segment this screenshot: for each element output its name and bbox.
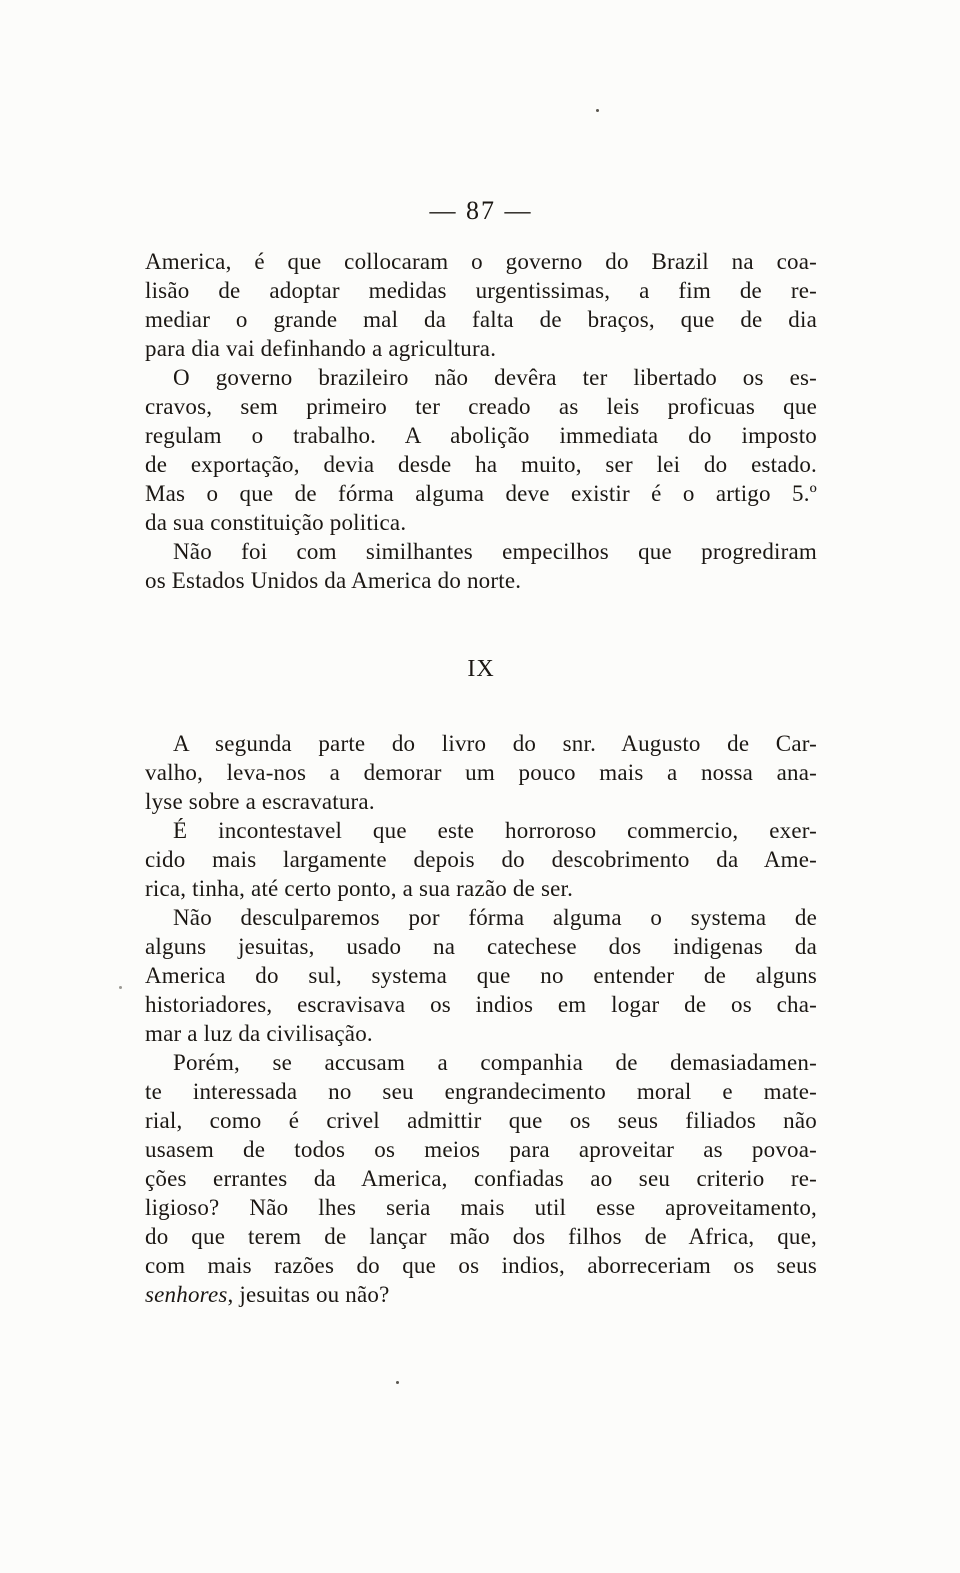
text-line: da sua constituição politica. — [145, 510, 407, 535]
text-line: cido mais largamente depois do descobrimento da Ame- — [145, 847, 817, 872]
paragraph — [145, 903, 817, 1048]
text-line: lisão de adoptar medidas urgentissimas, a fim de re- — [145, 278, 817, 303]
text-line: lyse sobre a escravatura. — [145, 789, 375, 814]
scan-speck — [119, 986, 122, 989]
page-number: — 87 — — [429, 196, 533, 225]
text-line: rica, tinha, até certo ponto, a sua razão de ser. — [145, 876, 574, 901]
text-line: ções errantes da America, confiadas ao seu criterio re- — [145, 1166, 817, 1191]
section-heading: IX — [467, 656, 495, 682]
paragraph — [145, 247, 817, 363]
text-line: do que terem de lançar mão dos filhos de Africa, que, — [145, 1224, 817, 1249]
text-line: mediar o grande mal da falta de braços, que de dia — [145, 307, 817, 332]
text-line: de exportação, devia desde ha muito, ser lei do estado. — [145, 452, 817, 477]
text-line: regulam o trabalho. A abolição immediata do imposto — [145, 423, 817, 448]
paragraph — [145, 537, 817, 595]
text-line: ligioso? Não lhes seria mais util esse aproveitamento, — [145, 1195, 817, 1220]
paragraph — [145, 1048, 817, 1309]
text-line: os Estados Unidos da America do norte. — [145, 568, 522, 593]
text-line: rial, como é crivel admittir que os seus filiados não — [145, 1108, 817, 1133]
paragraph — [145, 363, 817, 537]
text-line: valho, leva-nos a demorar um pouco mais a nossa ana- — [145, 760, 817, 785]
text-line: te interessada no seu engrandecimento moral e mate- — [145, 1079, 817, 1104]
text-line: usasem de todos os meios para aproveitar as povoa- — [145, 1137, 817, 1162]
paragraph — [145, 816, 817, 903]
scan-speck — [396, 1381, 399, 1384]
text-line — [145, 1280, 817, 1309]
text-line: Porém, se accusam a companhia de demasiadamen- — [173, 1050, 817, 1075]
text-line: alguns jesuitas, usado na catechese dos indigenas da — [145, 934, 817, 959]
text-line: Não desculparemos por fórma alguma o systema de — [173, 905, 817, 930]
text-line: Mas o que de fórma alguma deve existir é o artigo 5.º — [145, 481, 817, 506]
text-line: historiadores, escravisava os indios em logar de os cha- — [145, 992, 817, 1017]
italic-text: senhores — [145, 1282, 228, 1307]
scan-speck — [596, 109, 599, 112]
text-line: para dia vai definhando a agricultura. — [145, 336, 497, 361]
text-segment: , jesuitas ou não? — [227, 1282, 390, 1307]
text-block — [145, 247, 817, 1309]
text-line: É incontestavel que este horroroso commercio, exer- — [173, 818, 817, 843]
text-line: O governo brazileiro não devêra ter libertado os es- — [173, 365, 817, 390]
text-line: mar a luz da civilisação. — [145, 1021, 373, 1046]
text-line: com mais razões do que os indios, aborreceriam os seus — [145, 1253, 817, 1278]
text-line: Não foi com similhantes empecilhos que progrediram — [173, 539, 817, 564]
text-line: America do sul, systema que no entender de alguns — [145, 963, 817, 988]
text-line: America, é que collocaram o governo do Brazil na coa- — [145, 249, 817, 274]
text-line: A segunda parte do livro do snr. Augusto de Car- — [173, 731, 817, 756]
paragraph — [145, 729, 817, 816]
text-line: cravos, sem primeiro ter creado as leis proficuas que — [145, 394, 817, 419]
